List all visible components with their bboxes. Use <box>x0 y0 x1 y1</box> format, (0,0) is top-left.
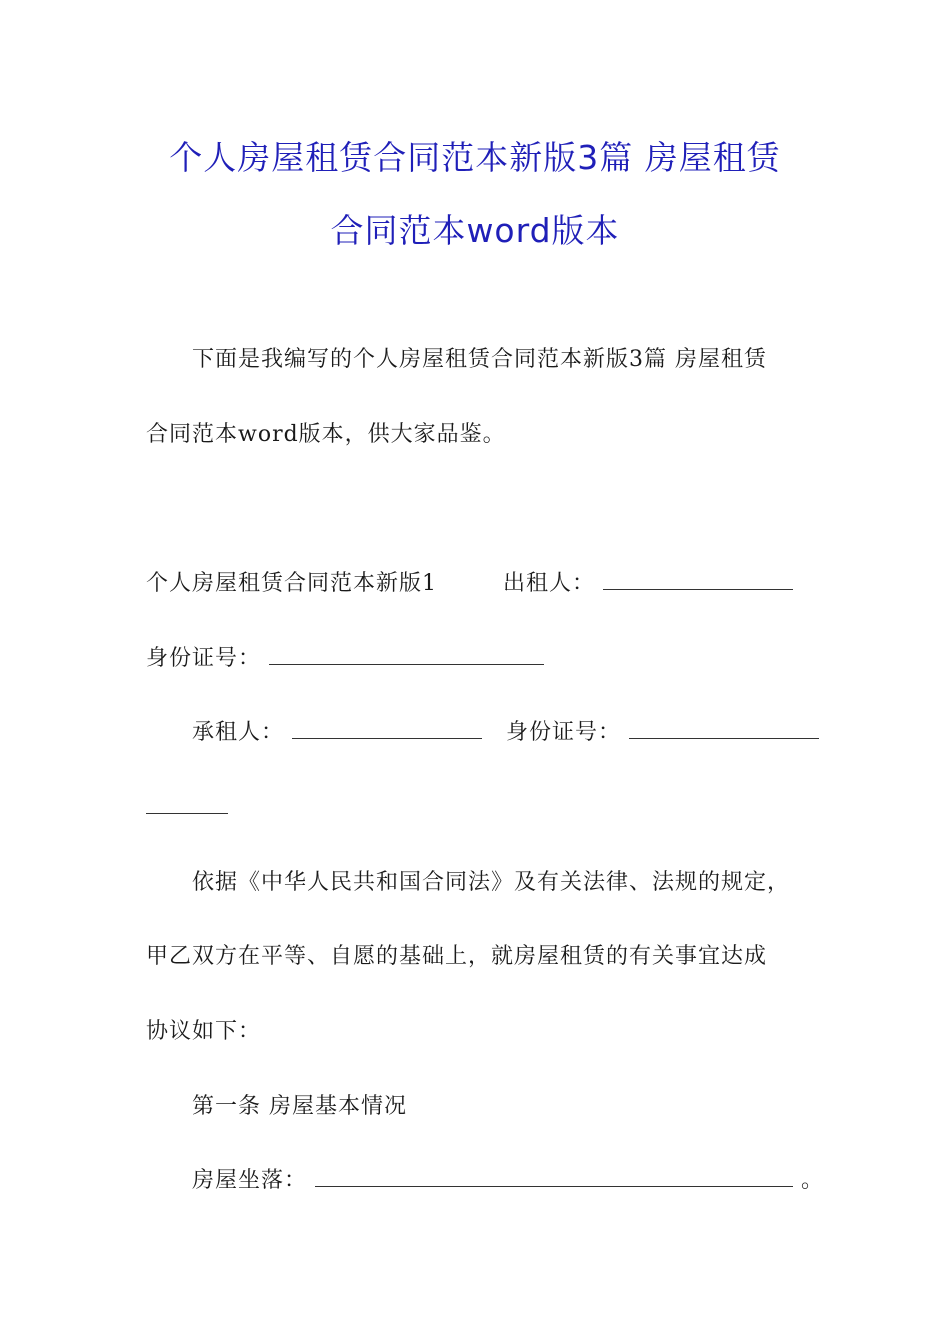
location-label: 房屋坐落： <box>192 1168 308 1193</box>
basis-line-2: 甲乙双方在平等、自愿的基础上，就房屋租赁的有关事宜达成 <box>146 944 768 969</box>
location-blank <box>315 1166 793 1187</box>
contract-heading: 个人房屋租赁合同范本新版1 <box>146 571 437 596</box>
lessee-row <box>192 718 819 748</box>
location-row <box>192 1166 824 1196</box>
lessor-label: 出租人： <box>503 571 596 596</box>
location-end: 。 <box>801 1168 825 1193</box>
basis-line-1: 依据《中华人民共和国合同法》及有关法律、法规的规定， <box>192 870 791 895</box>
lessor-blank <box>603 569 793 590</box>
lessor-row <box>146 569 793 599</box>
article-1-heading: 第一条 房屋基本情况 <box>192 1094 407 1119</box>
lessor-id-label: 身份证号： <box>146 646 262 671</box>
intro-line-1: 下面是我编写的个人房屋租赁合同范本新版3篇 房屋租赁 <box>192 347 767 372</box>
intro-line-2: 合同范本word版本，供大家品鉴。 <box>146 422 506 447</box>
document-title-line-2: 合同范本word版本 <box>330 211 620 250</box>
basis-line-3: 协议如下： <box>146 1019 262 1044</box>
lessor-id-blank <box>269 644 544 665</box>
document-title-line-1: 个人房屋租赁合同范本新版3篇 房屋租赁 <box>169 138 781 177</box>
lessee-blank <box>292 718 482 739</box>
lessor-id-row <box>146 644 544 674</box>
lessee-id-label: 身份证号： <box>506 720 622 745</box>
lessee-id-continuation <box>146 793 228 823</box>
lessee-label: 承租人： <box>192 720 285 745</box>
lessee-id-blank <box>629 718 819 739</box>
lessee-id-blank-continued <box>146 793 228 814</box>
